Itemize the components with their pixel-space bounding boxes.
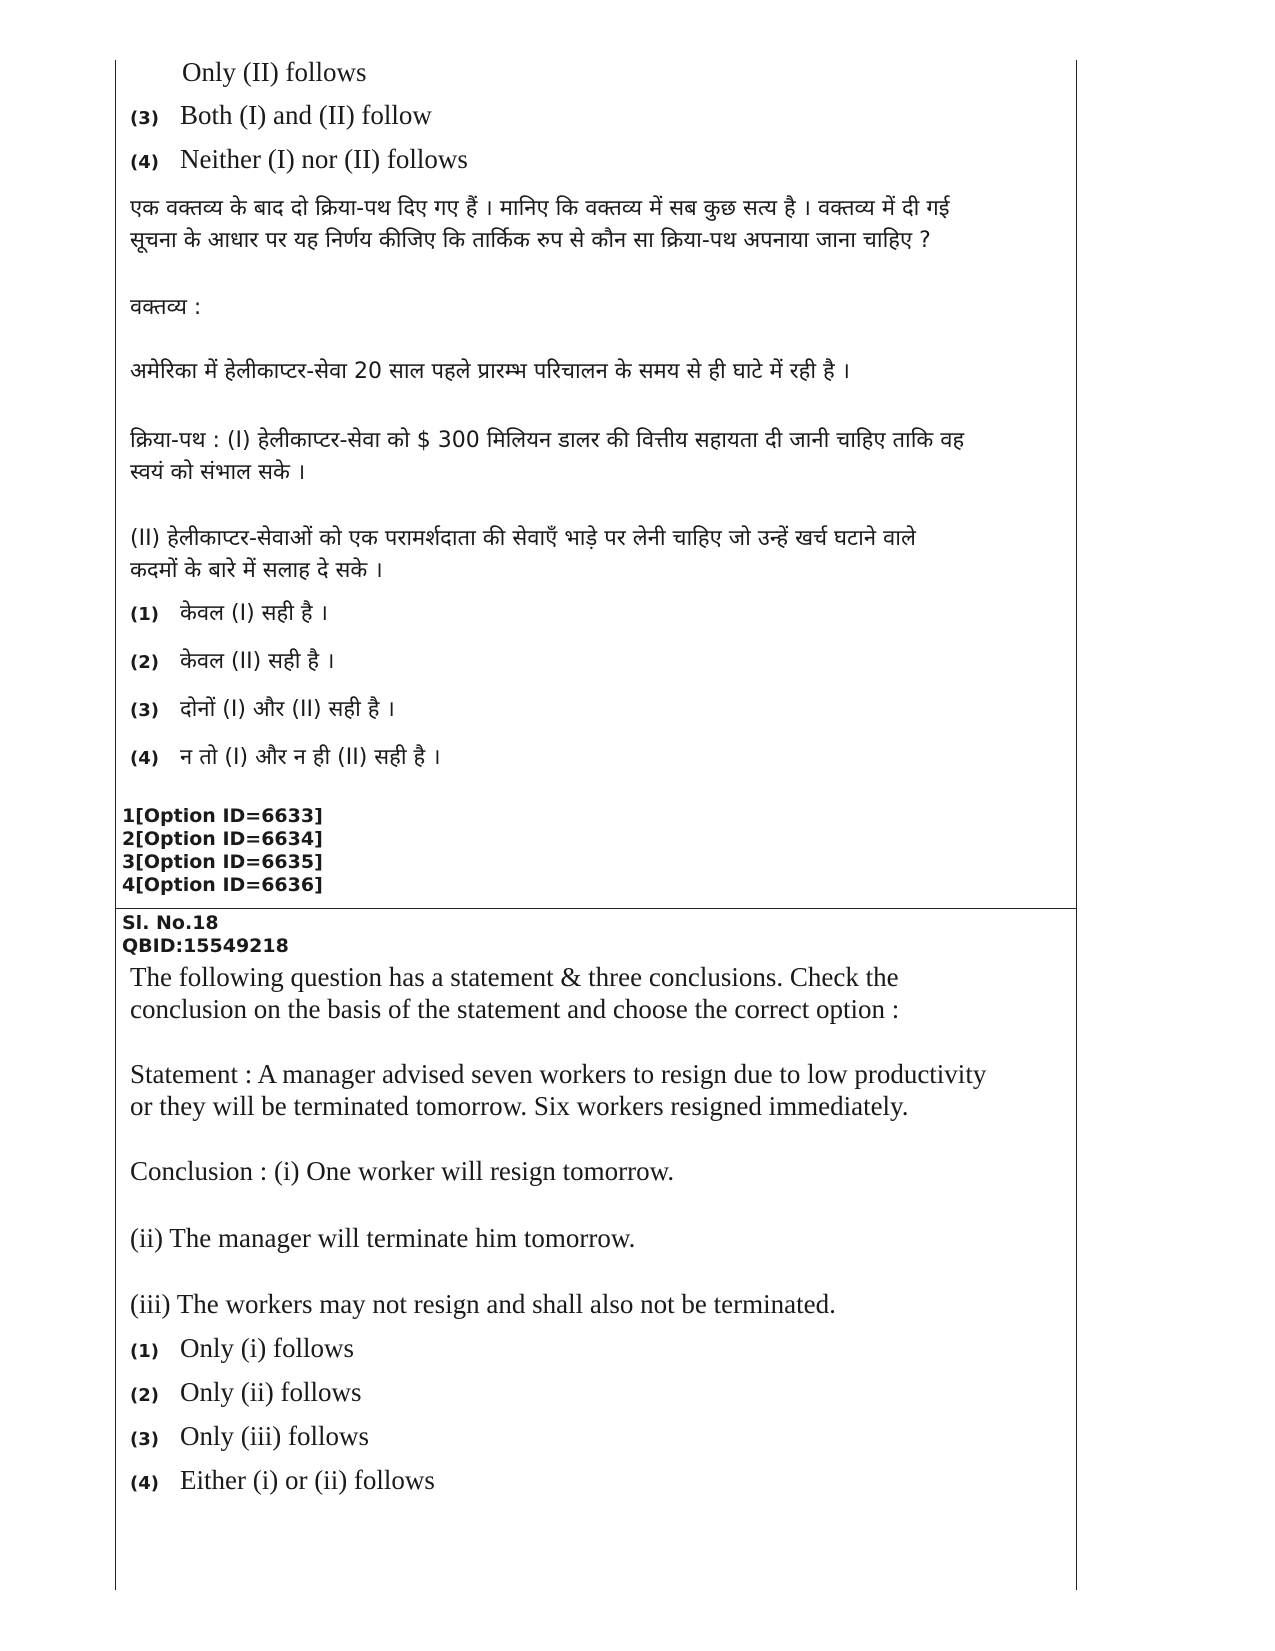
- question-divider: [115, 908, 1077, 909]
- hindi-action-2-line-1: (II) हेलीकाप्टर-सेवाओं को एक परामर्शदाता की सेवाएँ भाड़े पर लेनी चाहिए जो उन्हें खर्च घटाने वाले: [130, 526, 916, 551]
- question-bank-id: QBID:15549218: [122, 935, 289, 957]
- conclusion-2: (ii) The manager will terminate him tomorrow.: [130, 1223, 636, 1253]
- hindi-option-2-number: (2): [130, 652, 159, 673]
- hindi-option-2-text: केवल (II) सही है ।: [180, 649, 335, 674]
- hindi-option-3: [130, 694, 395, 726]
- option-4: [130, 1464, 435, 1496]
- prev-option-4-number: (4): [130, 152, 159, 173]
- hindi-action-1-line-2: स्वयं को संभाल सके ।: [130, 460, 306, 485]
- option-id-2: 2[Option ID=6634]: [122, 828, 323, 850]
- prev-option-3-text: Both (I) and (II) follow: [180, 100, 432, 130]
- hindi-action-1-line-1: क्रिया-पथ : (I) हेलीकाप्टर-सेवा को $ 300 मिलियन डालर की वित्तीय सहायता दी जानी चाहिए ताकि वह: [130, 428, 965, 453]
- conclusion-1: Conclusion : (i) One worker will resign tomorrow.: [130, 1156, 675, 1186]
- prev-option-2-text: Only (II) follows: [182, 57, 367, 87]
- prev-option-4: [130, 143, 468, 175]
- hindi-option-4-text: न तो (I) और न ही (II) सही है ।: [180, 745, 441, 770]
- statement-line-1: Statement : A manager advised seven workers to resign due to low productivity: [130, 1059, 987, 1089]
- option-2-number: (2): [130, 1385, 159, 1406]
- statement-line-2: or they will be terminated tomorrow. Six workers resigned immediately.: [130, 1091, 909, 1121]
- prev-option-4-text: Neither (I) nor (II) follows: [180, 144, 468, 174]
- option-1-text: Only (i) follows: [180, 1333, 354, 1363]
- option-1: [130, 1332, 354, 1364]
- hindi-statement: अमेरिका में हेलीकाप्टर-सेवा 20 साल पहले प्रारम्भ परिचालन के समय से ही घाटे में रही है ।: [130, 359, 851, 384]
- option-id-1: 1[Option ID=6633]: [122, 805, 323, 827]
- prev-option-3: [130, 99, 432, 131]
- conclusion-3: (iii) The workers may not resign and shall also not be terminated.: [130, 1289, 836, 1319]
- question-intro-line-1: The following question has a statement & three conclusions. Check the: [130, 962, 899, 992]
- option-4-text: Either (i) or (ii) follows: [180, 1465, 435, 1495]
- hindi-intro-line-2: सूचना के आधार पर यह निर्णय कीजिए कि तार्किक रुप से कौन सा क्रिया-पथ अपनाया जाना चाहिए ?: [130, 228, 931, 253]
- hindi-option-1-text: केवल (I) सही है ।: [180, 601, 328, 626]
- option-2-text: Only (ii) follows: [180, 1377, 362, 1407]
- hindi-option-3-number: (3): [130, 700, 159, 721]
- option-3-number: (3): [130, 1429, 159, 1450]
- hindi-statement-label: वक्तव्य :: [130, 295, 202, 320]
- hindi-option-1-number: (1): [130, 604, 159, 625]
- serial-number: Sl. No.18: [122, 912, 219, 934]
- prev-option-3-number: (3): [130, 108, 159, 129]
- option-3: [130, 1420, 369, 1452]
- option-2: [130, 1376, 362, 1408]
- hindi-option-2: [130, 646, 334, 678]
- hindi-option-3-text: दोनों (I) और (II) सही है ।: [180, 697, 395, 722]
- option-3-text: Only (iii) follows: [180, 1421, 369, 1451]
- option-1-number: (1): [130, 1341, 159, 1362]
- option-id-3: 3[Option ID=6635]: [122, 851, 323, 873]
- hindi-action-2-line-2: कदमों के बारे में सलाह दे सके ।: [130, 558, 383, 583]
- hindi-intro-line-1: एक वक्तव्य के बाद दो क्रिया-पथ दिए गए हैं । मानिए कि वक्तव्य में सब कुछ सत्य है । वक्तव्य में दी गई: [130, 196, 950, 221]
- hindi-option-4-number: (4): [130, 748, 159, 769]
- question-intro-line-2: conclusion on the basis of the statement and choose the correct option :: [130, 994, 900, 1024]
- hindi-option-4: [130, 742, 441, 774]
- option-4-number: (4): [130, 1473, 159, 1494]
- option-id-4: 4[Option ID=6636]: [122, 874, 323, 896]
- hindi-option-1: [130, 598, 328, 630]
